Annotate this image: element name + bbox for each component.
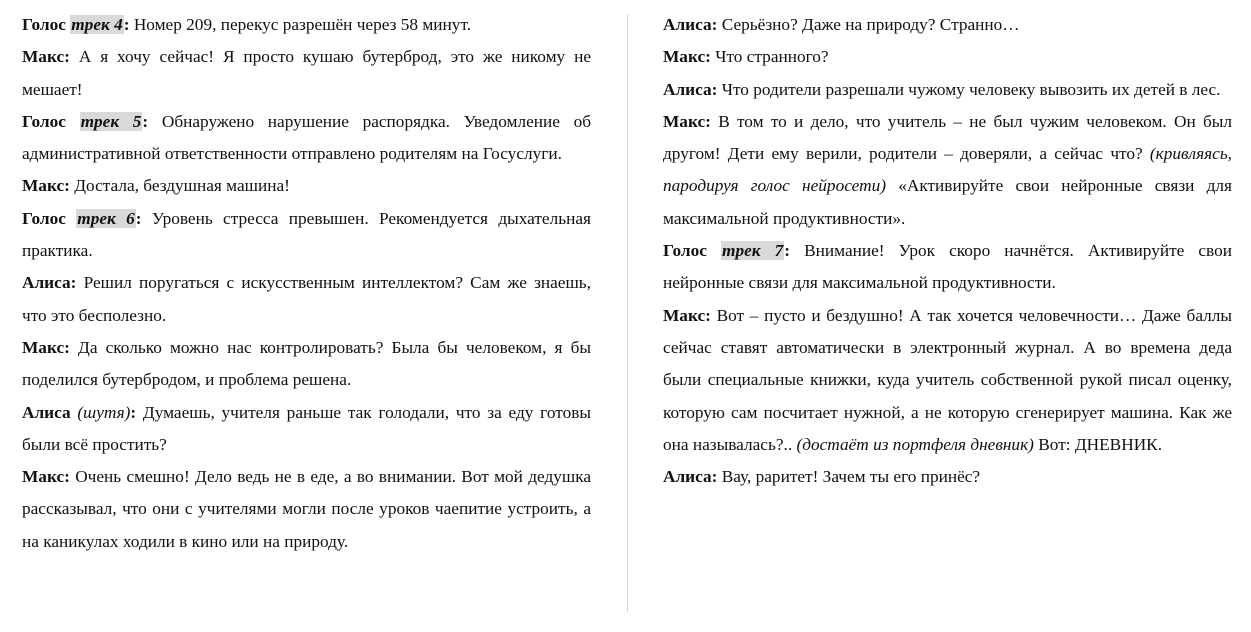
line-text: Внимание! Урок скоро начнётся. Активируйте свои нейронные связи для максимальной продуктивности. (663, 241, 1232, 293)
dialogue-line (22, 461, 591, 558)
speaker-name: Макс: (22, 467, 70, 487)
dialogue-line: Голос трек 4: Номер 209, перекус разрешён через 58 минут. (22, 15, 472, 34)
speaker-name: Голос (22, 15, 66, 34)
dialogue-line (663, 74, 1232, 106)
dialogue-line (663, 461, 1232, 493)
line-text: Серьёзно? Даже на природу? Странно… (721, 15, 1020, 34)
dialogue-line (663, 106, 1232, 235)
speaker-name: Макс: (22, 337, 70, 357)
dialogue-line (22, 267, 591, 332)
line-text: Уровень стресса превышен. Рекомендуется дыхательная практика. (22, 208, 591, 261)
speaker-name: Алиса: (22, 273, 77, 293)
track-note: трек 5 (80, 111, 142, 131)
line-text: Что родители разрешали чужому человеку вывозить их детей в лес. (721, 79, 1221, 99)
dialogue-line: Голос трек 6: Уровень стресса превышен. Рекомендуется дыхательная практика. (22, 208, 591, 261)
dialogue-line: Алиса (шутя): Думаешь, учителя раньше так голодали, что за еду готовы были всё простить? (22, 402, 591, 454)
line-text-continued: «Активируйте свои нейронные связи для максимальной продуктивности». (663, 176, 1232, 228)
track-note: трек 7 (722, 241, 784, 261)
speaker-name: Голос (663, 241, 707, 261)
line-text: Решил поругаться с искусственным интеллектом? Сам же знаешь, что это бесполезно. (22, 273, 591, 325)
speaker-name: Макс: (663, 305, 711, 325)
speaker-name: Макс: (663, 111, 711, 131)
dialogue-line: Голос трек 5: Обнаружено нарушение распорядка. Уведомление об административной ответственности отправлено родителям на Госуслуги. (22, 111, 591, 164)
stage-remark: (шутя) (77, 402, 131, 422)
dialogue-line: Голос трек 7: Внимание! Урок скоро начнётся. Активируйте свои нейронные связи для максимальной продуктивности. (663, 241, 1232, 293)
right-column (663, 9, 1232, 493)
speaker-name: Макс: (663, 47, 711, 67)
column-divider (627, 14, 628, 612)
speaker-name: Голос (22, 208, 66, 228)
left-column (22, 9, 591, 558)
line-text: Вот – пусто и бездушно! А так хочется человечности… Даже баллы сейчас ставят автоматически в электронный журнал. А во времена деда были специальные книжки, куда учитель собственной рукой писал оценку, которую сам посчитает нужной, а не которую сгенерирует машина. Как же она называлась?.. (663, 305, 1232, 454)
speaker-name: Макс: (22, 47, 70, 67)
line-text: Думаешь, учителя раньше так голодали, что за еду готовы были всё простить? (22, 402, 591, 454)
line-text: Да сколько можно нас контролировать? Была бы человеком, я бы поделился бутербродом, и проблема решена. (22, 337, 592, 390)
speaker-name: Алиса: (663, 15, 718, 34)
line-text: В том то и дело, что учитель – не был чужим человеком. Он был другом! Дети ему верили, родители – доверяли, а сейчас что? (663, 111, 1233, 164)
line-text: Очень смешно! Дело ведь не в еде, а во внимании. Вот мой дедушка рассказывал, что они с учителями могли после уроков чаепитие устроить, а на каникулах ходили в кино или на природу. (22, 467, 591, 551)
speaker-name: Алиса (22, 402, 71, 422)
dialogue-line (22, 332, 591, 397)
speaker-name: Макс: (22, 176, 70, 196)
speaker-name: Алиса: (663, 467, 718, 487)
line-text-continued: Вот: ДНЕВНИК. (1038, 434, 1163, 454)
speaker-name: Алиса: (663, 79, 718, 99)
dialogue-line (663, 9, 1232, 41)
dialogue-line (663, 41, 1232, 73)
dialogue-line (22, 170, 591, 202)
track-note: трек 4 (71, 15, 123, 34)
line-text: Вау, раритет! Зачем ты его принёс? (721, 467, 981, 487)
line-text: А я хочу сейчас! Я просто кушаю бутерброд, это же никому не мешает! (22, 47, 591, 99)
dialogue-line (22, 41, 591, 106)
line-text: Обнаружено нарушение распорядка. Уведомление об административной ответственности отправлено родителям на Госуслуги. (22, 111, 591, 164)
line-text: Номер 209, перекус разрешён через 58 минут. (133, 15, 472, 34)
stage-remark: (достаёт из портфеля дневник) (796, 434, 1034, 454)
line-text: Достала, бездушная машина! (74, 176, 290, 196)
stage-remark: (кривляясь, пародируя голос нейросети) (663, 144, 1232, 196)
dialogue-line (663, 300, 1232, 461)
track-note: трек 6 (77, 208, 135, 228)
speaker-name: Голос (22, 111, 66, 131)
line-text: Что странного? (715, 47, 829, 67)
